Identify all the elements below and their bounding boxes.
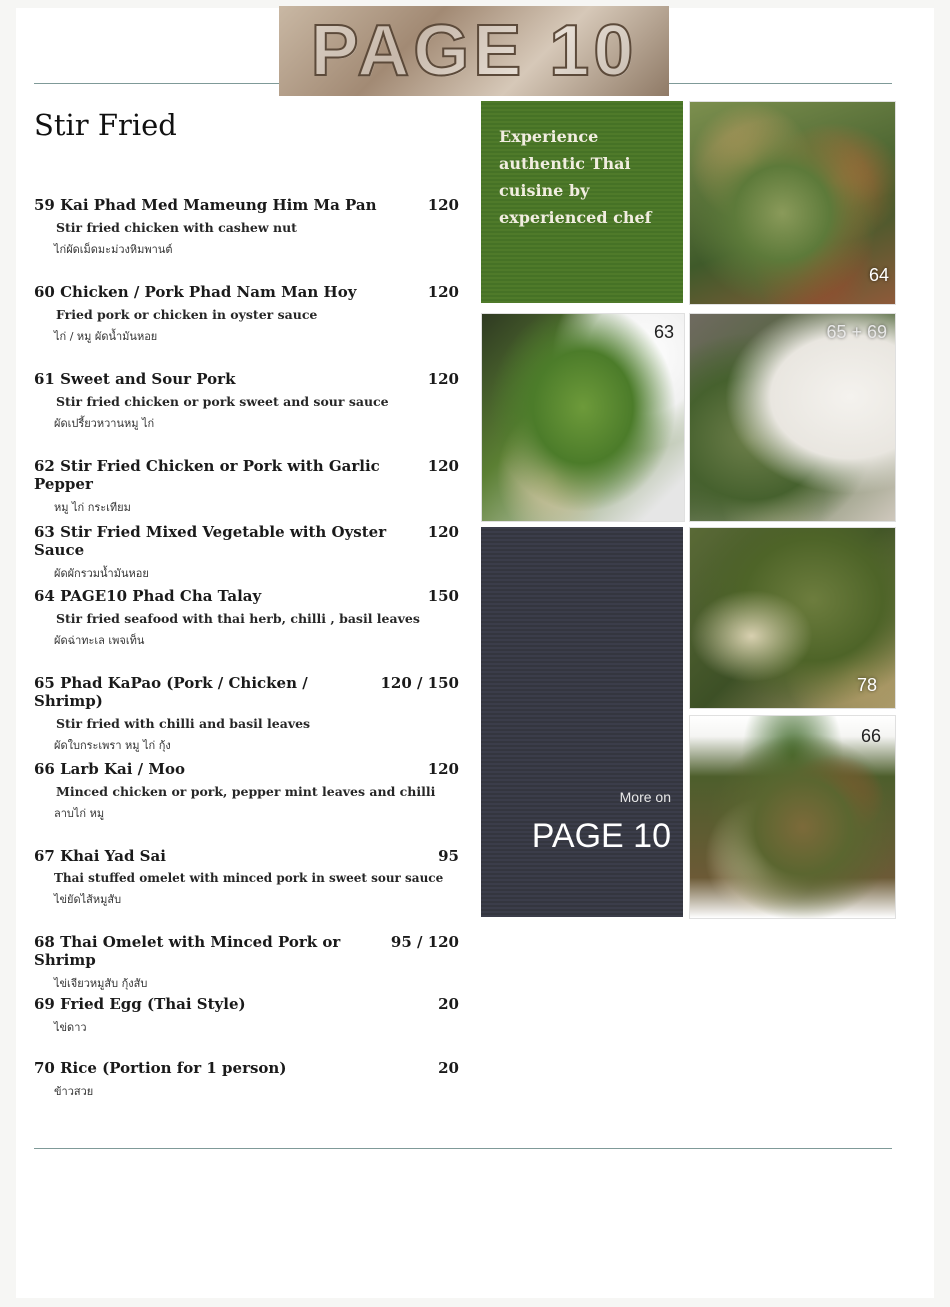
item-price: 120 — [427, 370, 459, 388]
menu-item — [34, 523, 459, 582]
dish-photo-65 — [689, 313, 896, 522]
item-price: 120 — [427, 523, 459, 541]
item-name: 63 Stir Fried Mixed Vegetable with Oyster Sauce — [34, 523, 387, 559]
item-price: 20 — [438, 1059, 459, 1077]
item-description: Stir fried with chilli and basil leaves — [56, 716, 311, 731]
page-logo-badge — [279, 6, 669, 96]
menu-item — [34, 995, 459, 1036]
item-name: 64 PAGE10 Phad Cha Talay — [34, 587, 262, 605]
item-name: 61 Sweet and Sour Pork — [34, 370, 236, 388]
item-description: Stir fried chicken or pork sweet and sour sauce — [56, 394, 389, 409]
item-price: 95 / 120 — [390, 933, 459, 951]
item-name: 67 Khai Yad Sai — [34, 847, 166, 865]
item-price: 120 / 150 — [380, 674, 459, 692]
page-ref-panel — [481, 527, 683, 917]
item-thai-name: ไก่ / หมู ผัดน้ำมันหอย — [54, 330, 158, 343]
item-price: 120 — [427, 457, 459, 475]
item-thai-name: ผัดเปรี้ยวหวานหมู ไก่ — [54, 417, 155, 430]
menu-item — [34, 370, 459, 432]
menu-item — [34, 1059, 459, 1100]
menu-item — [34, 283, 459, 345]
item-description: Minced chicken or pork, pepper mint leaves and chilli — [56, 784, 436, 799]
item-price: 20 — [438, 995, 459, 1013]
item-name: 62 Stir Fried Chicken or Pork with Garlic Pepper — [34, 457, 380, 493]
dish-photo-78 — [689, 527, 896, 709]
menu-item — [34, 587, 459, 649]
photo-number: 66 — [860, 726, 881, 746]
item-name: 70 Rice (Portion for 1 person) — [34, 1059, 287, 1077]
item-thai-name: ไข่เจียวหมูสับ กุ้งสับ — [54, 977, 148, 990]
item-thai-name: ไก่ผัดเม็ดมะม่วงหิมพานต์ — [54, 243, 173, 256]
item-thai-name: ข้าวสวย — [54, 1085, 94, 1098]
bottom-divider — [34, 1148, 892, 1149]
photo-number: 65 + 69 — [826, 322, 887, 342]
item-description: Fried pork or chicken in oyster sauce — [56, 307, 318, 322]
menu-item — [34, 933, 459, 992]
photo-number: 63 — [653, 322, 674, 342]
menu-item — [34, 457, 459, 516]
section-title: Stir Fried — [34, 108, 177, 142]
menu-column — [0, 0, 470, 1300]
item-price: 95 — [438, 847, 459, 865]
item-name: 66 Larb Kai / Moo — [34, 760, 185, 778]
dish-photo-63 — [481, 313, 685, 522]
menu-item — [34, 196, 459, 258]
item-name: 59 Kai Phad Med Mameung Him Ma Pan — [34, 196, 377, 214]
item-thai-name: ผัดใบกระเพรา หมู ไก่ กุ้ง — [54, 739, 171, 752]
item-price: 120 — [427, 760, 459, 778]
item-thai-name: ไข่ยัดไส้หมูสับ — [54, 893, 122, 906]
item-name: 65 Phad KaPao (Pork / Chicken / Shrimp) — [34, 674, 308, 710]
photo-number: 78 — [856, 675, 877, 695]
item-description: Thai stuffed omelet with minced pork in sweet sour sauce — [54, 871, 444, 885]
promo-tagline: Experience authentic Thai cuisine by experienced chef — [499, 127, 652, 227]
item-thai-name: ไข่ดาว — [54, 1021, 87, 1034]
item-price: 120 — [427, 283, 459, 301]
item-thai-name: ลาบไก่ หมู — [54, 807, 105, 820]
item-price: 150 — [427, 587, 459, 605]
page-ref-title: PAGE 10 — [531, 817, 671, 855]
dish-photo-66 — [689, 715, 896, 919]
more-on-label: More on — [619, 789, 671, 805]
item-name: 69 Fried Egg (Thai Style) — [34, 995, 246, 1013]
photo-number: 64 — [868, 265, 889, 285]
item-name: 60 Chicken / Pork Phad Nam Man Hoy — [34, 283, 357, 301]
menu-item — [34, 847, 459, 908]
menu-item — [34, 760, 459, 822]
menu-item — [34, 674, 459, 754]
promo-panel — [481, 101, 683, 303]
item-description: Stir fried chicken with cashew nut — [56, 220, 297, 235]
item-description: Stir fried seafood with thai herb, chilli , basil leaves — [56, 611, 420, 626]
item-name: 68 Thai Omelet with Minced Pork or Shrimp — [34, 933, 341, 969]
item-thai-name: หมู ไก่ กระเทียม — [54, 501, 131, 514]
item-thai-name: ผัดผักรวมน้ำมันหอย — [54, 567, 149, 580]
item-price: 120 — [427, 196, 459, 214]
item-thai-name: ผัดฉ่าทะเล เพจเท็น — [54, 634, 145, 647]
dish-photo-64 — [689, 101, 896, 305]
logo-text: PAGE 10 — [310, 11, 638, 91]
